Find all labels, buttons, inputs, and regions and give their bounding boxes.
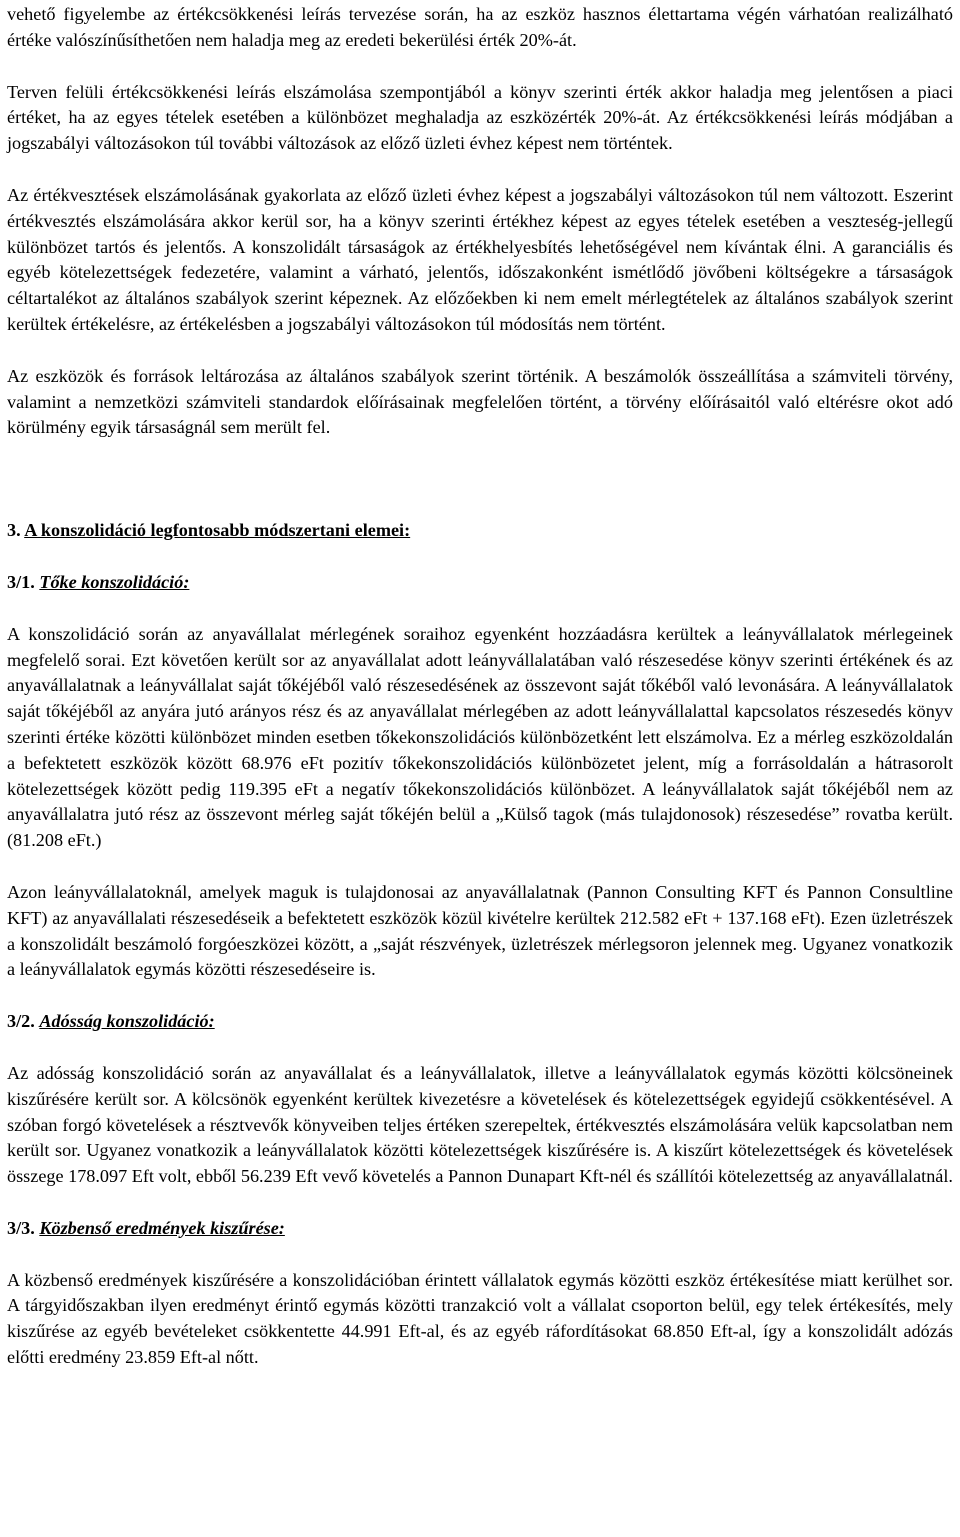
paragraph-inventory: Az eszközök és források leltározása az általános szabályok szerint történik. A beszámolók összeállítása a számviteli törvény, valamint a nemzetközi számviteli standardok előírásainak megfelelően történt, a törvény előírásaitól való eltérésre okot adó körülmény egyik társaságnál sem merült fel.: [7, 365, 953, 438]
section-title: A konszolidáció legfontosabb módszertani elemei:: [24, 520, 411, 541]
section-title: Közbenső eredmények kiszűrése:: [39, 1217, 285, 1238]
section-heading-3-2: [7, 1009, 953, 1035]
paragraph-intermediate-results: A közbenső eredmények kiszűrésére a konszolidációban érintett vállalatok egymás közötti eszköz értékesítése miatt kerülhet sor. A tárgyidőszakban ilyen eredményt érintő egymás közötti tranzakció volt a vállalat csoporton belül, egy telek értékesítés, mely kiszűrése az egyéb bevételeket csökkentette 44.991 Eft-al, és az egyéb ráfordításokat 68.850 Eft-al, így a konszolidált adózás előtti eredmény 23.859 Eft-al nőtt.: [7, 1269, 953, 1368]
paragraph-depreciation-residual: vehető figyelembe az értékcsökkenési leírás tervezése során, ha az eszköz hasznos élettartama végén várhatóan realizálható értéke valószínűsíthetően nem haladja meg az eredeti bekerülési érték 20%-át.: [7, 4, 953, 50]
paragraph-debt-consolidation: Az adósság konszolidáció során az anyavállalat és a leányvállalatok, illetve a leányvállalatok egymás közötti kölcsöneinek kiszűrésére került sor. A kölcsönök egyenként kerültek kivezetésre a követelések és kötelezettségek egyidejű csökkentésével. A szóban forgó követelések a résztvevők könyveiben teljes értéken szerepeltek, értékvesztés elszámolására velük kapcsolatban nem került sor. Ugyanez vonatkozik a leányvállalatok közötti kötelezettségek kiszűrésére is. A kiszűrt kötelezettségek és követelések összege 178.097 Eft volt, ebből 56.239 Eft vevő követelés a Pannon Dunapart Kft-nél és szállítói kötelezettség az anyavállalatnál.: [7, 1062, 953, 1187]
paragraph-capital-consolidation: A konszolidáció során az anyavállalat mérlegének soraihoz egyenként hozzáadásra kerültek a leányvállalatok mérlegeinek megfelelő sorai. Ezt követően került sor az anyavállalat adott leányvállalatában való részesedése könyv szerinti értékének és az anyavállalatnak a leányvállalat saját tőkéjéből való részesedésének az összevont saját tőkéből való levonására. A leányvállalatok saját tőkéjéből az anyára jutó arányos rész és az anyavállalat mérlegében az adott leányvállalattal kapcsolatos részesedés könyv szerinti értéke közötti különbözet minden esetben tőkekonszolidációs különbözetként lett elszámolva. Ez a mérleg eszközoldalán a befektetett eszközök között 68.976 eFt pozitív tőkekonszolidációs különbözetet jelent, míg a forrásoldalán a hátrasorolt kötelezettségek között pedig 119.395 eFt a negatív tőkekonszolidációs különbözet. A leányvállalatok saját tőkéjéből nem az anyavállalatra jutó rész az összevont mérleg saját tőkéjén belül a „Külső tagok (más tulajdonosok) részesedése” rovatba került. (81.208 eFt.): [7, 623, 953, 851]
document-page: [7, 0, 953, 1371]
section-title: Tőke konszolidáció:: [39, 571, 190, 592]
section-number: 3.: [7, 520, 21, 541]
section-number: 3/1.: [7, 571, 35, 592]
paragraph-impairment: Az értékvesztések elszámolásának gyakorlata az előző üzleti évhez képest a jogszabályi változásokon túl nem változott. Eszerint értékvesztés elszámolására akkor kerül sor, ha a könyv szerinti értékhez képest az egyes tételek esetében a veszteség-jellegű különbözet tartós és jelentős. A konszolidált társaságok az értékhelyesbítés lehetőségével nem kívántak élni. A garanciális és egyéb kötelezettségek fedezetére, valamint a várható, jelentős, időszakonként ismétlődő jövőbeni költségekre a társaságok céltartalékot az általános szabályok szerint képeznek. Az előzőekben ki nem emelt mérlegtételek az általános szabályok szerint kerültek értékelésre, az értékelésben a jogszabályi változásokon túl módosítás nem történt.: [7, 184, 953, 334]
paragraph-extraordinary-depreciation: Terven felüli értékcsökkenési leírás elszámolása szempontjából a könyv szerinti érték akkor haladja meg jelentősen a piaci értéket, ha az egyes tételek esetében a különbözet meghaladja az eszközérték 20%-át. Az értékcsökkenési leírás módjában a jogszabályi változásokon túl további változások az előző üzleti évhez képest nem történtek.: [7, 81, 953, 154]
section-number: 3/2.: [7, 1011, 35, 1032]
section-title: Adósság konszolidáció:: [39, 1011, 215, 1032]
section-number: 3/3.: [7, 1217, 35, 1238]
section-heading-3: [7, 518, 953, 544]
section-heading-3-1: [7, 570, 953, 596]
section-heading-3-3: [7, 1216, 953, 1242]
paragraph-subsidiary-shares: Azon leányvállalatoknál, amelyek maguk is tulajdonosai az anyavállalatnak (Pannon Consulting KFT és Pannon Consultline KFT) az anyavállalati részesedéseik a befektetett eszközök közül kivételre kerültek 212.582 eFt + 137.168 eFt). Ezen üzletrészek a konszolidált beszámoló forgóeszközei között, a „saját részvények, üzletrészek mérlegsoron jelennek meg. Ugyanez vonatkozik a leányvállalatok egymás közötti részesedéseire is.: [7, 881, 953, 980]
